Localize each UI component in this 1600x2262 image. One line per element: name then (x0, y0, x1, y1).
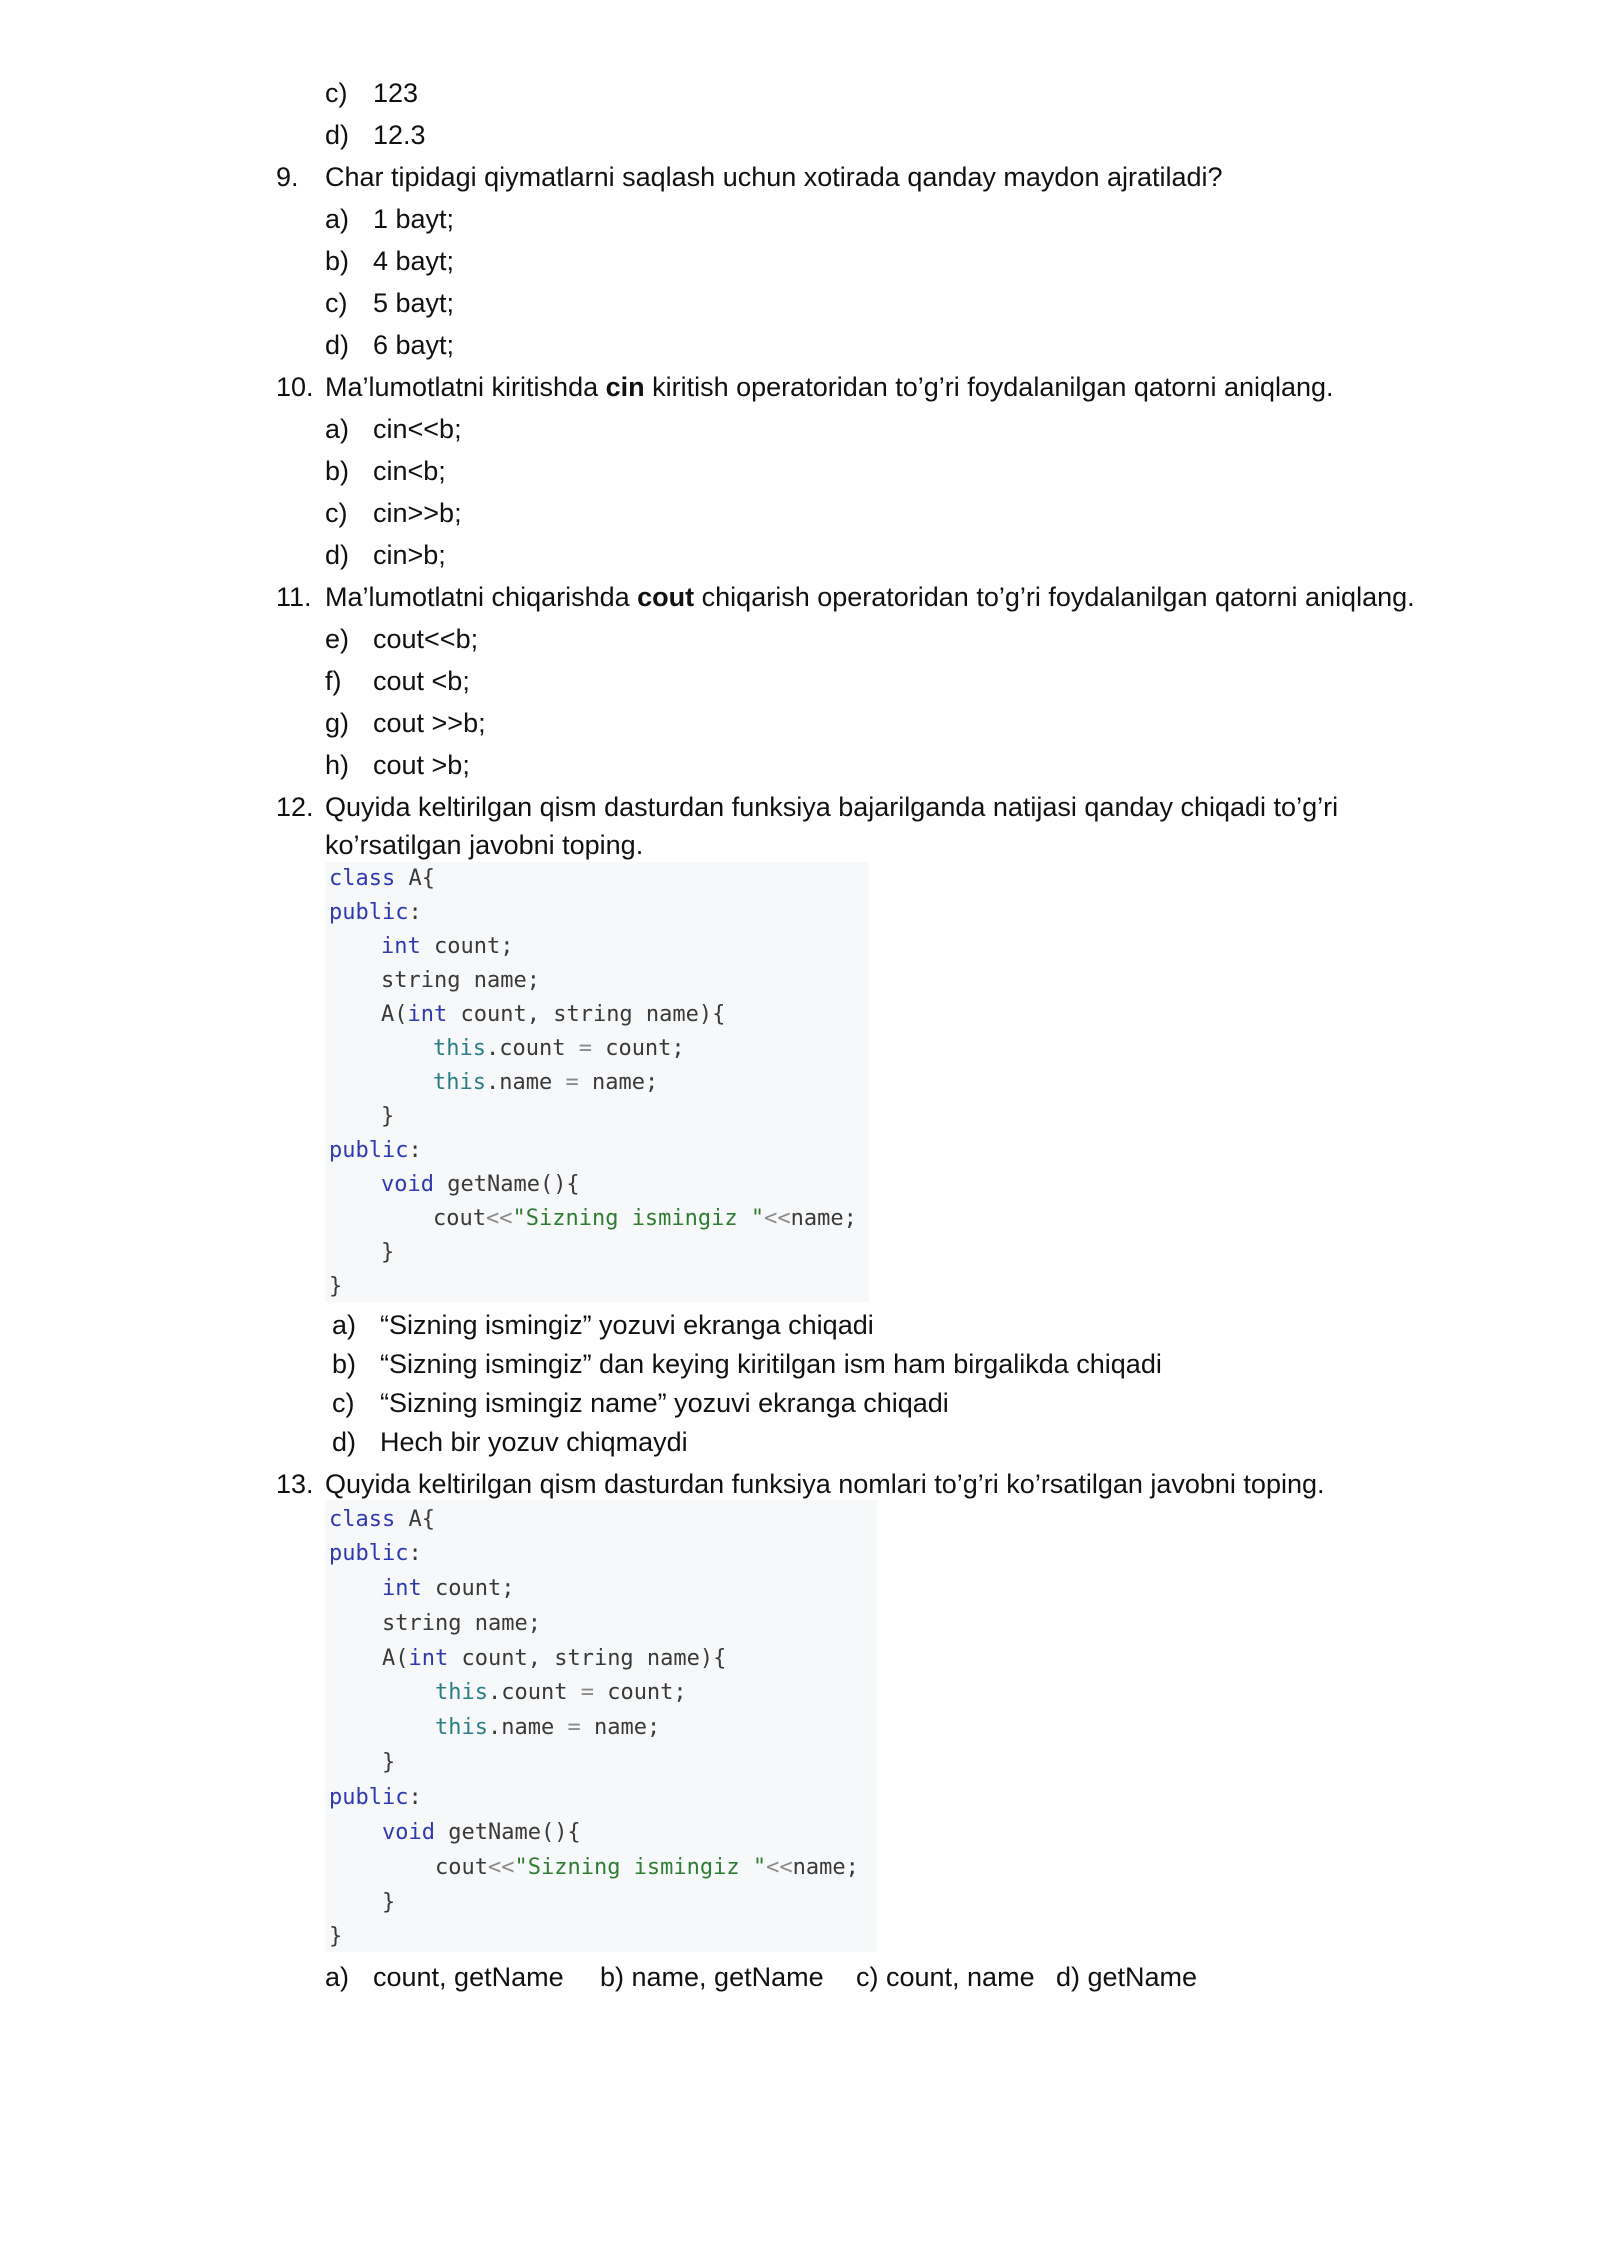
code-keyword: class (329, 1507, 396, 1532)
option-text: 123 (373, 78, 419, 108)
code-line: string name; (381, 968, 540, 993)
code-text: name; (790, 1206, 857, 1231)
option-letter: b) (332, 1349, 357, 1379)
option-letter: b) (325, 456, 350, 486)
code-text: getName(){ (433, 1172, 580, 1197)
code-line (433, 1202, 857, 1236)
code-text: name; (792, 1855, 859, 1880)
code-line (433, 1066, 658, 1100)
code-text: count, string name){ (448, 1646, 727, 1671)
option-letter: d) (325, 330, 350, 360)
code-text: .name (487, 1715, 568, 1740)
code-line: } (381, 1104, 395, 1129)
option-letter: h) (325, 750, 350, 780)
code-line (433, 1032, 685, 1066)
code-line (329, 1781, 422, 1815)
keyword-cin: cin (605, 372, 645, 402)
option-letter: e) (325, 624, 350, 654)
code-text: : (408, 1785, 422, 1810)
code-string: "Sizning ismingiz " (514, 1855, 767, 1880)
option-text: Hech bir yozuv chiqmaydi (380, 1427, 688, 1457)
code-text: .count (485, 1036, 579, 1061)
option-letter: d) (332, 1427, 357, 1457)
code-text: A{ (395, 866, 435, 891)
option-text: count, getName (373, 1962, 564, 1992)
question-number: 9. (276, 162, 299, 192)
code-line (329, 896, 422, 930)
code-operator: = (578, 1036, 592, 1061)
code-this: this (433, 1070, 486, 1095)
code-line (382, 1642, 726, 1676)
code-keyword: class (329, 866, 396, 891)
code-line: } (382, 1890, 396, 1915)
question-text: Quyida keltirilgan qism dasturdan funksiya bajarilganda natijasi qanday chiqadi to’g’ri (325, 792, 1339, 822)
code-line (381, 930, 513, 964)
option-text: 12.3 (373, 120, 426, 150)
option-text: d) getName (1056, 1962, 1198, 1992)
code-text: count; (421, 1576, 515, 1601)
code-string: "Sizning ismingiz " (512, 1206, 765, 1231)
option-letter: g) (325, 708, 350, 738)
code-keyword: int (382, 1576, 422, 1601)
question-text: Char tipidagi qiymatlarni saqlash uchun xotirada qanday maydon ajratiladi? (325, 162, 1223, 192)
code-line: string name; (382, 1611, 541, 1636)
code-keyword: public (329, 1138, 409, 1163)
option-text: 4 bayt; (373, 246, 455, 276)
code-line (435, 1851, 859, 1885)
code-snippet (325, 1500, 877, 1952)
code-snippet (325, 862, 869, 1302)
option-text: cin<<b; (373, 414, 462, 444)
code-text: cout (435, 1855, 488, 1880)
question-text-start: Ma’lumotlatni chiqarishda (325, 582, 638, 612)
code-line: } (381, 1240, 395, 1265)
question-number: 11. (276, 582, 312, 612)
code-operator: = (580, 1680, 594, 1705)
option-text: 1 bayt; (373, 204, 455, 234)
question-text-end: kiritish operatoridan to’g’ri foydalanilgan qatorni aniqlang. (644, 372, 1334, 402)
code-keyword: int (381, 934, 421, 959)
option-text: “Sizning ismingiz” yozuvi ekranga chiqadi (380, 1310, 874, 1340)
code-line: } (329, 1274, 343, 1299)
code-line (329, 1537, 422, 1571)
question-text: Quyida keltirilgan qism dasturdan funksiya nomlari to’g’ri ko’rsatilgan javobni toping. (325, 1469, 1325, 1499)
code-line (382, 1572, 514, 1606)
option-text: cout >b; (373, 750, 470, 780)
option-letter: f) (325, 666, 342, 696)
question-text (325, 370, 1334, 404)
option-letter: c) (325, 78, 348, 108)
code-text: A( (381, 1002, 408, 1027)
question-text: ko’rsatilgan javobni toping. (325, 830, 644, 860)
code-text: count; (593, 1680, 687, 1705)
code-operator: << (764, 1206, 791, 1231)
code-line (435, 1711, 660, 1745)
code-keyword: public (329, 1785, 409, 1810)
option-letter: d) (325, 120, 350, 150)
option-text: cout <b; (373, 666, 470, 696)
code-line (435, 1676, 687, 1710)
option-text: cout<<b; (373, 624, 479, 654)
code-operator: = (565, 1070, 579, 1095)
code-text: count, string name){ (447, 1002, 726, 1027)
code-keyword: int (408, 1646, 449, 1671)
question-text (325, 580, 1415, 614)
code-text: .name (485, 1070, 566, 1095)
code-this: this (433, 1036, 486, 1061)
code-keyword: public (329, 900, 409, 925)
option-letter: d) (325, 540, 350, 570)
code-this: this (435, 1680, 488, 1705)
keyword-cout: cout (637, 582, 695, 612)
code-line (381, 1168, 580, 1202)
option-text: c) count, name (856, 1962, 1035, 1992)
option-text: “Sizning ismingiz” dan keying kiritilgan ism ham birgalikda chiqadi (380, 1349, 1162, 1379)
option-text: 6 bayt; (373, 330, 455, 360)
code-line (382, 1816, 581, 1850)
option-letter: b) (325, 246, 350, 276)
question-text-end: chiqarish operatoridan to’g’ri foydalanilgan qatorni aniqlang. (694, 582, 1415, 612)
option-letter: c) (325, 498, 348, 528)
option-text: b) name, getName (600, 1962, 824, 1992)
code-text: count; (591, 1036, 685, 1061)
option-letter: a) (325, 414, 350, 444)
code-operator: << (766, 1855, 793, 1880)
code-text: getName(){ (434, 1820, 581, 1845)
question-number: 10. (276, 372, 314, 402)
question-number: 13. (276, 1469, 314, 1499)
code-text: A{ (395, 1507, 435, 1532)
code-line (381, 998, 725, 1032)
option-text: cin>b; (373, 540, 446, 570)
option-letter: a) (325, 204, 350, 234)
code-operator: = (567, 1715, 581, 1740)
option-text: “Sizning ismingiz name” yozuvi ekranga chiqadi (380, 1388, 949, 1418)
code-text: : (408, 1138, 422, 1163)
code-line (329, 1134, 422, 1168)
code-keyword: void (381, 1172, 434, 1197)
code-text: name; (580, 1715, 661, 1740)
code-text: cout (433, 1206, 486, 1231)
question-number: 12. (276, 792, 314, 822)
code-text: name; (578, 1070, 659, 1095)
code-operator: << (487, 1855, 515, 1880)
code-this: this (435, 1715, 488, 1740)
code-line (329, 862, 435, 896)
option-letter: a) (325, 1962, 350, 1992)
question-text-start: Ma’lumotlatni kiritishda (325, 372, 606, 402)
code-text: A( (382, 1646, 409, 1671)
code-line: } (329, 1924, 343, 1949)
option-letter: a) (332, 1310, 357, 1340)
option-letter: c) (332, 1388, 355, 1418)
code-operator: << (485, 1206, 513, 1231)
code-line: } (382, 1750, 396, 1775)
code-line (329, 1502, 435, 1537)
option-text: cout >>b; (373, 708, 486, 738)
option-text: cin>>b; (373, 498, 462, 528)
code-text: : (408, 900, 422, 925)
code-keyword: int (407, 1002, 448, 1027)
option-text: 5 bayt; (373, 288, 455, 318)
option-text: cin<b; (373, 456, 446, 486)
code-keyword: public (329, 1541, 409, 1566)
option-letter: c) (325, 288, 348, 318)
code-text: .count (487, 1680, 581, 1705)
code-text: : (408, 1541, 422, 1566)
code-keyword: void (382, 1820, 435, 1845)
code-text: count; (420, 934, 514, 959)
